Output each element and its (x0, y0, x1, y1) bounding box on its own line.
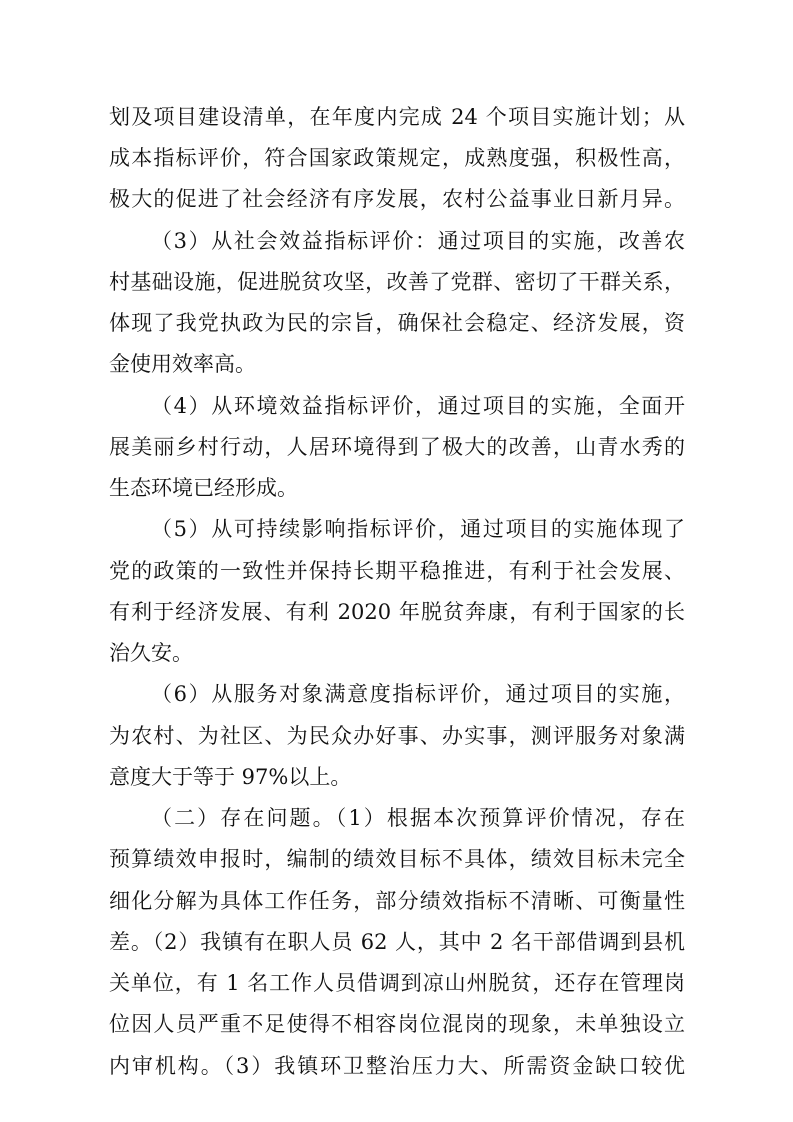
paragraph-start-line: （3）从社会效益指标评价：通过项目的实施，改善农 (151, 229, 685, 253)
text-line: 划及项目建设清单，在年度内完成 24 个项目实施计划；从 (109, 105, 685, 129)
paragraph-end-line: 意度大于等于 97%以上。 (109, 765, 352, 789)
text-line: 为农村、为社区、为民众办好事、办实事，测评服务对象满 (109, 724, 685, 748)
text-line: 关单位，有 1 名工作人员借调到凉山州脱贫，还存在管理岗 (109, 971, 685, 995)
paragraph-end-line: 生态环境已经形成。 (109, 476, 298, 500)
paragraph-start-line: （6）从服务对象满意度指标评价，通过项目的实施， (151, 682, 685, 706)
paragraph-end-line: 治久安。 (109, 641, 193, 665)
text-line: 极大的促进了社会经济有序发展，农村公益事业日新月异。 (109, 187, 685, 211)
text-line: 党的政策的一致性并保持长期平稳推进，有利于社会发展、 (109, 559, 685, 583)
text-line: 成本指标评价，符合国家政策规定，成熟度强，积极性高， (109, 146, 685, 170)
text-line: 差。（2）我镇有在职人员 62 人，其中 2 名干部借调到县机 (109, 930, 685, 954)
text-line: 体现了我党执政为民的宗旨，确保社会稳定、经济发展，资 (109, 311, 685, 335)
text-line: 内审机构。（3）我镇环卫整治压力大、所需资金缺口较优 (109, 1054, 685, 1078)
paragraph-start-line: （二）存在问题。（1）根据本次预算评价情况，存在 (151, 806, 685, 830)
text-line: 位因人员严重不足使得不相容岗位混岗的现象，未单独设立 (109, 1012, 685, 1036)
text-line: 展美丽乡村行动，人居环境得到了极大的改善，山青水秀的 (109, 435, 685, 459)
text-line: 细化分解为具体工作任务，部分绩效指标不清晰、可衡量性 (109, 889, 685, 913)
paragraph-start-line: （4）从环境效益指标评价，通过项目的实施，全面开 (151, 394, 685, 418)
text-line: 有利于经济发展、有利 2020 年脱贫奔康，有利于国家的长 (109, 600, 685, 624)
text-line: 预算绩效申报时，编制的绩效目标不具体，绩效目标未完全 (109, 847, 685, 871)
text-line: 村基础设施，促进脱贫攻坚，改善了党群、密切了干群关系， (109, 270, 685, 294)
paragraph-end-line: 金使用效率高。 (109, 352, 256, 376)
paragraph-start-line: （5）从可持续影响指标评价，通过项目的实施体现了 (151, 517, 685, 541)
